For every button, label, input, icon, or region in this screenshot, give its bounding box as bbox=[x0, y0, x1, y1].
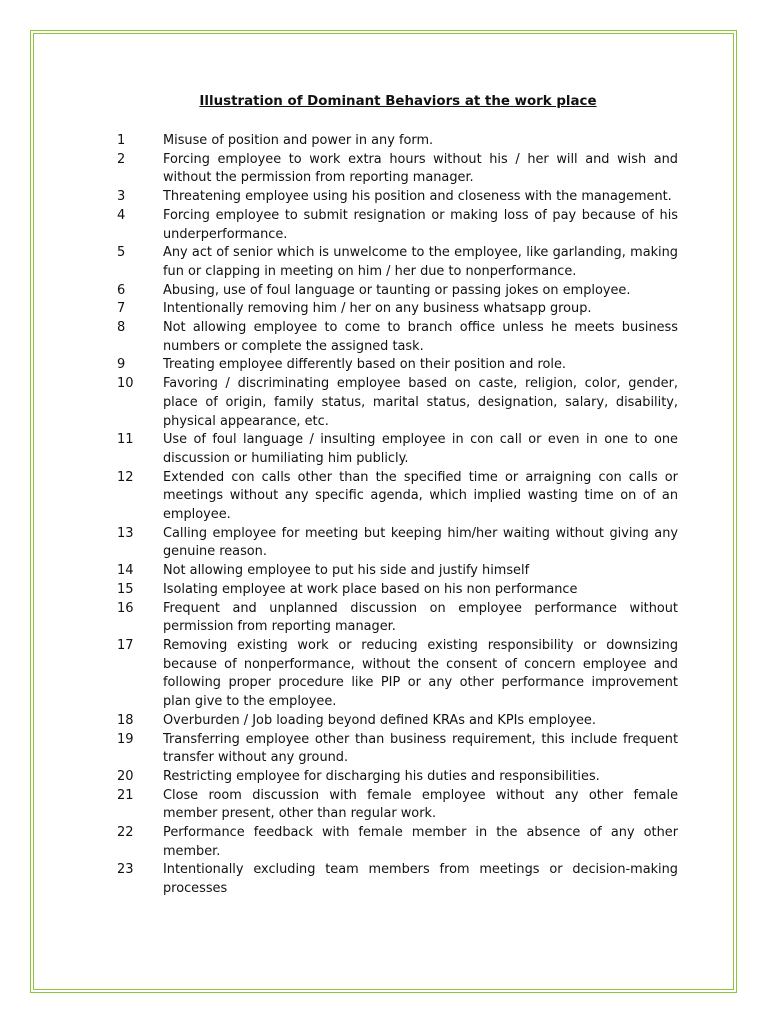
item-text: Transferring employee other than business requirement, this include frequent transfer without any ground. bbox=[163, 731, 678, 766]
item-number: 20 bbox=[117, 768, 134, 784]
item-number: 19 bbox=[117, 731, 134, 747]
list-item bbox=[0, 712, 768, 731]
list-item bbox=[0, 151, 768, 188]
item-text: Calling employee for meeting but keeping him/her waiting without giving any genuine reason. bbox=[163, 525, 678, 560]
item-number: 10 bbox=[117, 376, 134, 392]
item-text: Frequent and unplanned discussion on employee performance without permission from reporting manager. bbox=[163, 600, 678, 635]
item-number: 14 bbox=[117, 563, 134, 579]
item-text: Extended con calls other than the specified time or arraigning con calls or meetings without any specific agenda, which implied wasting time on of an employee. bbox=[163, 469, 678, 523]
list-item bbox=[0, 637, 768, 712]
item-number: 18 bbox=[117, 712, 134, 728]
list-item bbox=[0, 188, 768, 207]
list-item bbox=[0, 375, 768, 431]
item-text: Performance feedback with female member in the absence of any other member. bbox=[163, 825, 678, 859]
list-item bbox=[0, 581, 768, 600]
item-number: 23 bbox=[117, 862, 134, 878]
list-item bbox=[0, 207, 768, 244]
item-text: Restricting employee for discharging his duties and responsibilities. bbox=[163, 768, 600, 784]
item-number: 1 bbox=[117, 133, 126, 148]
list-item bbox=[0, 824, 768, 861]
item-number: 21 bbox=[117, 787, 134, 803]
list-item bbox=[0, 319, 768, 356]
item-text: Forcing employee to work extra hours without his / her will and wish and without the permission from reporting manager. bbox=[163, 151, 678, 186]
list-item bbox=[0, 600, 768, 637]
list-item bbox=[0, 282, 768, 301]
item-number: 11 bbox=[117, 432, 134, 448]
item-number: 22 bbox=[117, 825, 134, 841]
item-number: 6 bbox=[117, 282, 126, 298]
item-text: Abusing, use of foul language or taunting or passing jokes on employee. bbox=[163, 282, 631, 298]
item-number: 9 bbox=[117, 357, 126, 373]
item-number: 5 bbox=[117, 245, 126, 261]
list-item bbox=[0, 300, 768, 319]
item-number: 4 bbox=[117, 207, 126, 223]
item-number: 3 bbox=[117, 189, 126, 205]
item-number: 12 bbox=[117, 469, 134, 485]
list-item bbox=[0, 768, 768, 787]
item-text: Not allowing employee to come to branch office unless he meets business numbers or complete the assigned task. bbox=[163, 320, 678, 354]
item-number: 8 bbox=[117, 320, 126, 336]
list-item bbox=[0, 431, 768, 468]
list-item bbox=[0, 244, 768, 281]
list-item bbox=[0, 787, 768, 824]
list-item bbox=[0, 525, 768, 562]
item-text: Overburden / Job loading beyond defined KRAs and KPIs employee. bbox=[163, 712, 596, 728]
item-text: Treating employee differently based on their position and role. bbox=[163, 357, 567, 373]
document-title: Illustration of Dominant Behaviors at the work place bbox=[199, 94, 597, 109]
item-text: Intentionally excluding team members from meetings or decision-making processes bbox=[163, 862, 678, 897]
item-number: 13 bbox=[117, 525, 134, 541]
list-item bbox=[0, 731, 768, 768]
item-text: Removing existing work or reducing existing responsibility or downsizing because of nonperformance, without the consent of concern employee and following proper procedure like PIP or any other performance improvement plan give to the employee. bbox=[163, 637, 678, 710]
item-text: Misuse of position and power in any form. bbox=[163, 133, 434, 148]
item-number: 15 bbox=[117, 581, 134, 597]
item-text: Threatening employee using his position and closeness with the management. bbox=[163, 189, 672, 205]
item-number: 17 bbox=[117, 637, 134, 653]
item-text: Close room discussion with female employee without any other female member present, other than regular work. bbox=[163, 787, 678, 822]
item-text: Use of foul language / insulting employee in con call or even in one to one discussion or humiliating him publicly. bbox=[163, 432, 678, 466]
list-item bbox=[0, 469, 768, 525]
item-text: Favoring / discriminating employee based on caste, religion, color, gender, place of origin, family status, marital status, designation, salary, disability, physical appearance, etc. bbox=[163, 376, 678, 429]
item-text: Intentionally removing him / her on any business whatsapp group. bbox=[163, 301, 592, 317]
item-number: 2 bbox=[117, 151, 126, 167]
list-item bbox=[0, 356, 768, 375]
list-item bbox=[0, 132, 768, 151]
item-text: Not allowing employee to put his side and justify himself bbox=[163, 563, 530, 579]
item-number: 7 bbox=[117, 301, 126, 317]
item-text: Forcing employee to submit resignation or making loss of pay because of his underperformance. bbox=[163, 207, 678, 242]
item-number: 16 bbox=[117, 600, 134, 616]
item-text: Any act of senior which is unwelcome to the employee, like garlanding, making fun or clapping in meeting on him / her due to nonperformance. bbox=[163, 245, 678, 279]
item-text: Isolating employee at work place based on his non performance bbox=[163, 581, 578, 597]
behavior-list bbox=[0, 132, 768, 899]
list-item bbox=[0, 861, 768, 898]
list-item bbox=[0, 562, 768, 581]
